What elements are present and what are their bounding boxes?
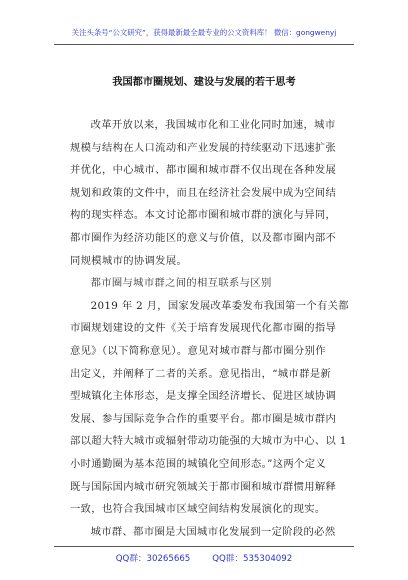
qq-group-2: QQ群：535304092 bbox=[212, 554, 293, 564]
text-line: 出定义，并阐释了二者的关系。意见指出，“城市群是新 bbox=[70, 367, 332, 380]
text-line: 都市圈作为经济功能区的意义与价值，以及都市圈内部不 bbox=[70, 231, 337, 244]
text-line: 既与国际国内城市研究领域关于都市圈和城市群惯用解释 bbox=[70, 480, 337, 493]
text-line: 型城镇化主体形态，是支撑全国经济增长、促进区域协调 bbox=[70, 390, 337, 403]
text-line: 城市群、都市圈是大国城市化发展到一定阶段的必然 bbox=[90, 525, 336, 538]
text-line: 意见》（以下简称意见）。意见对城市群与都市圈分别作 bbox=[70, 344, 326, 357]
text-line: 一致，也符合我国城市区域空间结构发展演化的现实。 bbox=[70, 503, 326, 516]
document-title: 我国都市圈规划、建设与发展的若干思考 bbox=[112, 77, 296, 88]
text-line: 并优化，中心城市、都市圈和城市群不仅出现在各种发展 bbox=[70, 164, 337, 177]
document-body bbox=[70, 114, 349, 543]
text-line: 改革开放以来，我国城市化和工业化同时加速，城市 bbox=[90, 119, 336, 131]
text-line: 规模与结构在人口流动和产业发展的持续驱动下迅速扩张 bbox=[70, 141, 337, 154]
text-line: 2019 年 2 月，国家发展改革委发布我国第一个有关都 bbox=[90, 299, 349, 312]
text-line: 发展、参与国际竞争合作的重要平台。都市圈是城市群内 bbox=[70, 412, 337, 425]
definition-paragraph bbox=[70, 295, 349, 521]
closing-paragraph bbox=[70, 521, 342, 544]
text-line: 规划和政策的文件中，而且在经济社会发展中成为空间结 bbox=[70, 186, 337, 199]
qq-group-1: QQ群：30265665 bbox=[115, 554, 191, 564]
text-line: 部以超大特大城市或辐射带动功能强的大城市为中心、以 1 bbox=[70, 435, 347, 448]
text-line: 市圈规划建设的文件《关于培育发展现代化都市圈的指导 bbox=[70, 322, 337, 335]
intro-paragraph bbox=[70, 114, 342, 272]
text-line: 构的现实样态。本文讨论都市圈和城市群的演化与异同， bbox=[70, 209, 337, 222]
header-notice: 关注头条号“公文研究”，获得最新最全最专业的公文资料库！ 微信：gongwenyj bbox=[71, 28, 337, 37]
text-line: 小时通勤圈为基本范围的城镇化空间形态。”这两个定义 bbox=[70, 457, 326, 470]
footer-divider bbox=[54, 546, 354, 547]
footer-contact bbox=[0, 552, 408, 564]
text-line: 同规模城市的协调发展。 bbox=[70, 254, 188, 267]
header-divider bbox=[54, 44, 354, 45]
section-heading: 都市圈与城市群之间的相互联系与区别 bbox=[90, 277, 272, 290]
